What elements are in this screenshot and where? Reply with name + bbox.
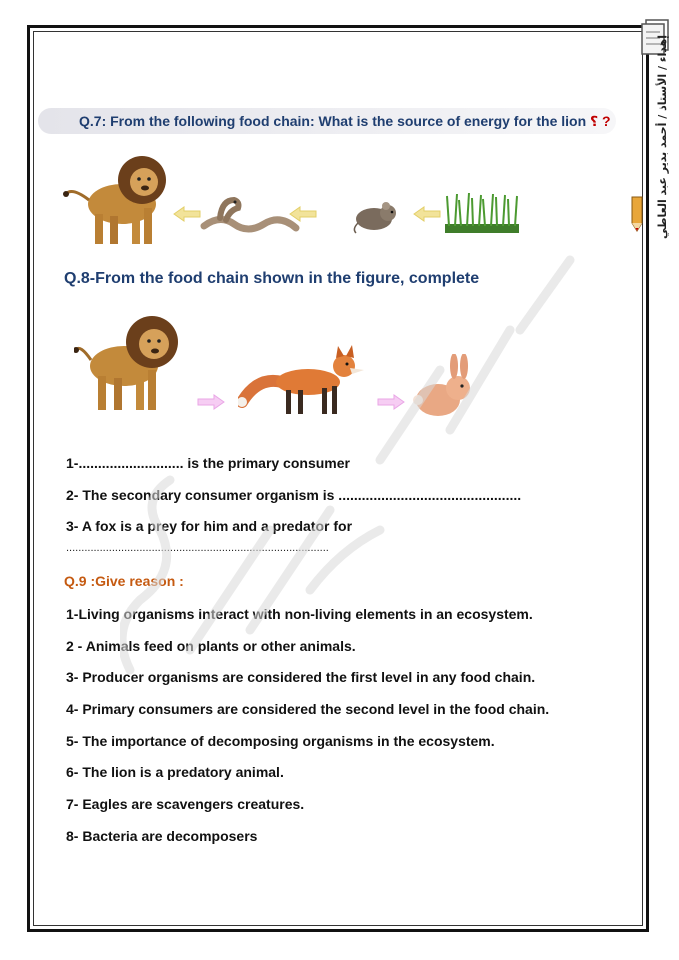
side-caption: إهداء / الأستاذ / أحمد بدير عبد العاطي: [655, 35, 669, 240]
fox-image: [238, 342, 366, 418]
q9-item-8: 8- Bacteria are decomposers: [66, 828, 258, 844]
q9-item-7: 7- Eagles are scavengers creatures.: [66, 796, 305, 812]
q9-item-2: 2 - Animals feed on plants or other animals.: [66, 638, 356, 654]
lion-image: [60, 142, 170, 252]
q8-item-1: 1-........................... is the primary consumer: [66, 455, 350, 471]
q8-heading: Q.8-From the food chain shown in the figure, complete: [64, 270, 480, 287]
q9-heading: Q.9 :Give reason :: [64, 573, 184, 589]
arrow-icon: [376, 394, 406, 410]
arrow-icon: [172, 206, 202, 222]
rabbit-image: [410, 354, 478, 420]
q9-item-3: 3- Producer organisms are considered the first level in any food chain.: [66, 669, 536, 685]
grass-image: [443, 190, 521, 235]
answer-line: ......................................................................................: [66, 542, 329, 554]
q7-question: Q.7: From the following food chain: What is the source of energy for the lion ؟ ?: [79, 113, 611, 129]
q9-item-4: 4- Primary consumers are considered the second level in the food chain.: [66, 701, 550, 717]
q8-item-2: 2- The secondary consumer organism is ...............................................: [66, 487, 522, 503]
arrow-icon: [288, 206, 318, 222]
mouse-image: [350, 197, 402, 235]
lion-image: [74, 304, 184, 416]
q9-item-1: 1-Living organisms interact with non-living elements in an ecosystem.: [66, 606, 533, 622]
arrow-icon: [196, 394, 226, 410]
arrow-icon: [412, 206, 442, 222]
q9-item-5: 5- The importance of decomposing organisms in the ecosystem.: [66, 733, 495, 749]
pencil-icon: [628, 195, 650, 235]
snake-image: [200, 192, 300, 237]
q9-item-6: 6- The lion is a predatory animal.: [66, 764, 284, 780]
q8-item-3: 3- A fox is a prey for him and a predator for: [66, 518, 353, 534]
